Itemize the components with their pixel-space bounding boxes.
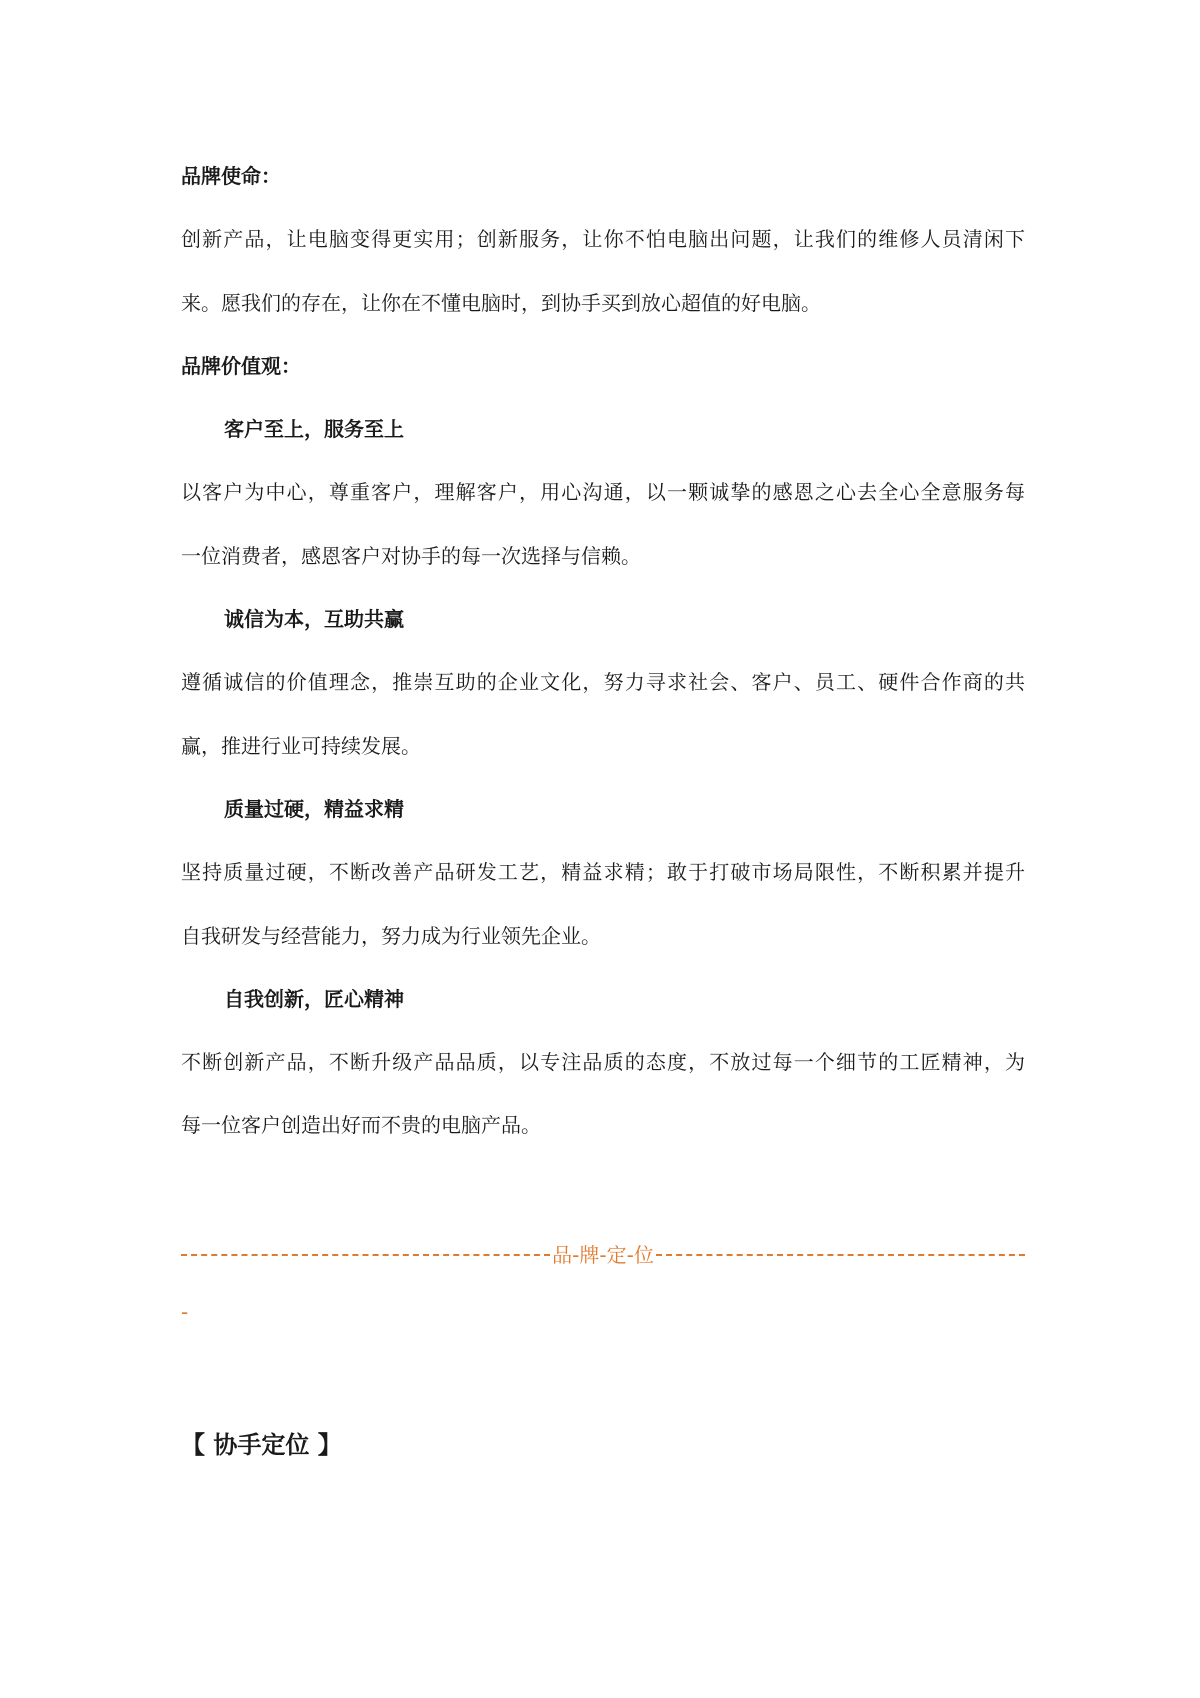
value-line: 赢，推进行业可持续发展。	[181, 733, 421, 758]
divider-label: 品-牌-定-位	[552, 1243, 654, 1267]
divider-dashes-right	[656, 1254, 1025, 1256]
values-heading: 品牌价值观：	[181, 353, 301, 378]
positioning-heading: 【 协手定位 】	[181, 1431, 342, 1459]
value-line: 自我研发与经营能力，努力成为行业领先企业。	[181, 923, 601, 948]
value-line: 每一位客户创造出好而不贵的电脑产品。	[181, 1113, 541, 1138]
value-line: 以客户为中心，尊重客户，理解客户，用心沟通，以一颗诚挚的感恩之心去全心全意服务每	[181, 480, 1025, 505]
section-divider	[181, 1222, 1025, 1285]
value-title: 质量过硬，精益求精	[224, 796, 404, 821]
value-title: 诚信为本，互助共赢	[224, 607, 404, 632]
divider-trailing-dash: -	[181, 1300, 189, 1324]
value-line: 坚持质量过硬，不断改善产品研发工艺，精益求精；敢于打破市场局限性，不断积累并提升	[181, 860, 1025, 885]
mission-line: 创新产品，让电脑变得更实用；创新服务，让你不怕电脑出问题，让我们的维修人员清闲下	[181, 227, 1025, 252]
value-title: 客户至上，服务至上	[224, 417, 404, 442]
mission-line: 来。愿我们的存在，让你在不懂电脑时，到协手买到放心超值的好电脑。	[181, 290, 821, 315]
value-line: 不断创新产品，不断升级产品品质，以专注品质的态度，不放过每一个细节的工匠精神，为	[181, 1050, 1025, 1075]
divider-dashes-left	[181, 1254, 550, 1256]
value-title: 自我创新，匠心精神	[224, 986, 404, 1011]
mission-heading: 品牌使命：	[181, 164, 281, 188]
document-body	[181, 145, 1025, 1158]
value-line: 一位消费者，感恩客户对协手的每一次选择与信赖。	[181, 543, 641, 568]
value-line: 遵循诚信的价值理念，推崇互助的企业文化，努力寻求社会、客户、员工、硬件合作商的共	[181, 670, 1025, 695]
